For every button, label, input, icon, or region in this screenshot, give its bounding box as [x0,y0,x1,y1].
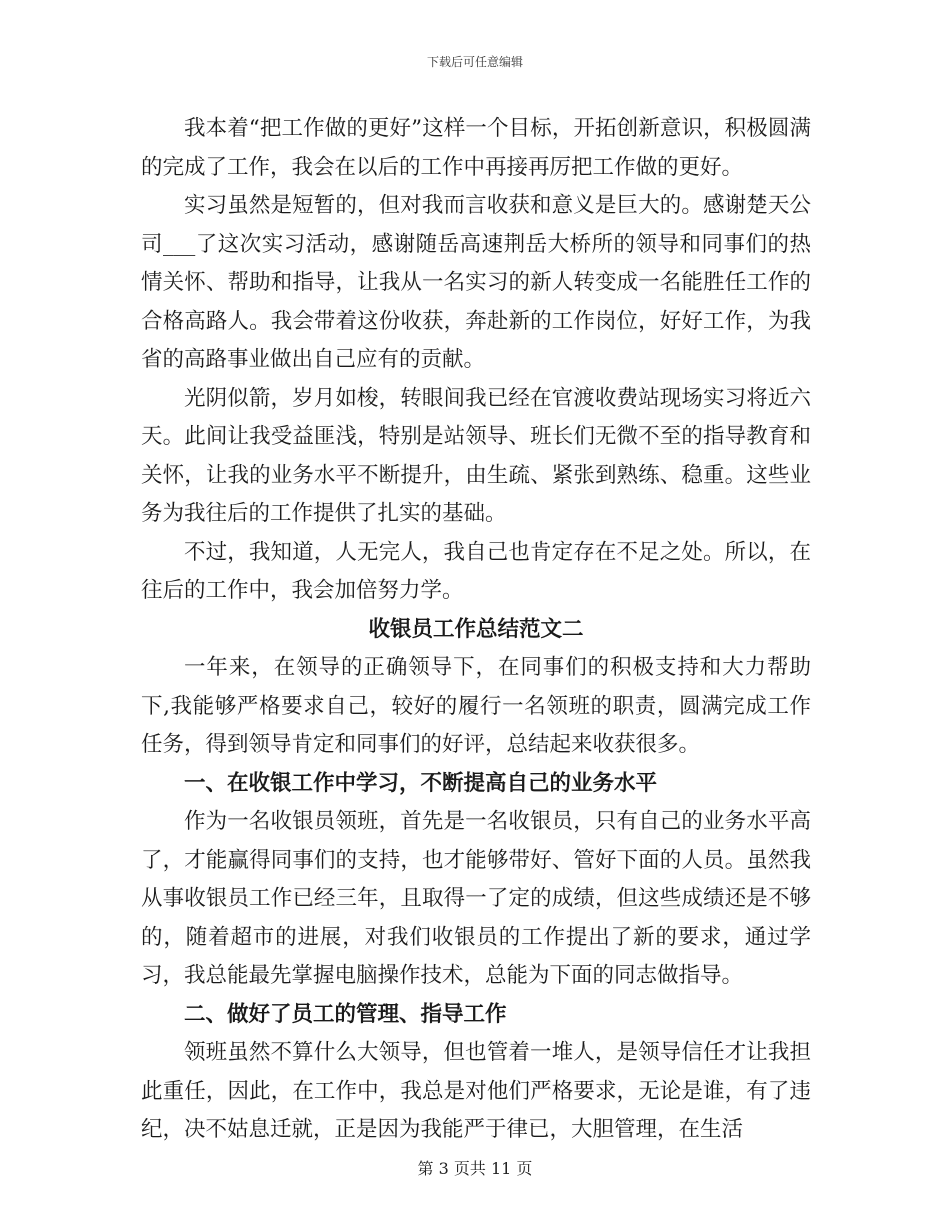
paragraph-3: 光阴似箭，岁月如梭，转眼间我已经在官渡收费站现场实习将近六天。此间让我受益匪浅，特别是站领导、班长们无微不至的指导教育和关怀，让我的业务水平不断提升，由生疏、紧张到熟练、稳重。这些业务为我往后的工作提供了扎实的基础。 [141,385,811,526]
paragraph-7: 领班虽然不算什么大领导，但也管着一堆人，是领导信任才让我担此重任，因此，在工作中，我总是对他们严格要求，无论是谁，有了违纪，决不姑息迁就，正是因为我能严于律已，大胆管理，在生活 [141,1040,811,1142]
heading-2: 二、做好了员工的管理、指导工作 [184,1001,507,1027]
paragraph-4: 不过，我知道，人无完人，我自己也肯定存在不足之处。所以，在往后的工作中，我会加倍努力学。 [141,539,811,603]
paragraph-2: 实习虽然是短暂的，但对我而言收获和意义是巨大的。感谢楚天公司___了这次实习活动，感谢随岳高速荆岳大桥所的领导和同事们的热情关怀、帮助和指导，让我从一名实习的新人转变成一名能胜任工作的合格高路人。我会带着这份收获，奔赴新的工作岗位，好好工作，为我省的高路事业做出自己应有的贡献。 [141,193,811,372]
page-footer: 第 3 页共 11 页 [417,1159,533,1178]
paragraph-6: 作为一名收银员领班，首先是一名收银员，只有自己的业务水平高了，才能赢得同事们的支持，也才能够带好、管好下面的人员。虽然我从事收银员工作已经三年，且取得一了定的成绩，但这些成绩还是不够的，随着超市的进展，对我们收银员的工作提出了新的要求，通过学习，我总能最先掌握电脑操作技术，总能为下面的同志做指导。 [141,809,811,988]
section-title: 收银员工作总结范文二 [368,616,584,642]
paragraph-1: 我本着“把工作做的更好”这样一个目标，开拓创新意识，积极圆满的完成了工作，我会在以后的工作中再接再厉把工作做的更好。 [141,116,811,180]
paragraph-5: 一年来，在领导的正确领导下，在同事们的积极支持和大力帮助下,我能够严格要求自己，较好的履行一名领班的职责，圆满完成工作任务，得到领导肯定和同事们的好评，总结起来收获很多。 [141,655,811,757]
document-body [141,110,811,1150]
page-header: 下载后可任意编辑 [426,55,523,69]
heading-1: 一、在收银工作中学习，不断提高自己的业务水平 [184,770,658,796]
